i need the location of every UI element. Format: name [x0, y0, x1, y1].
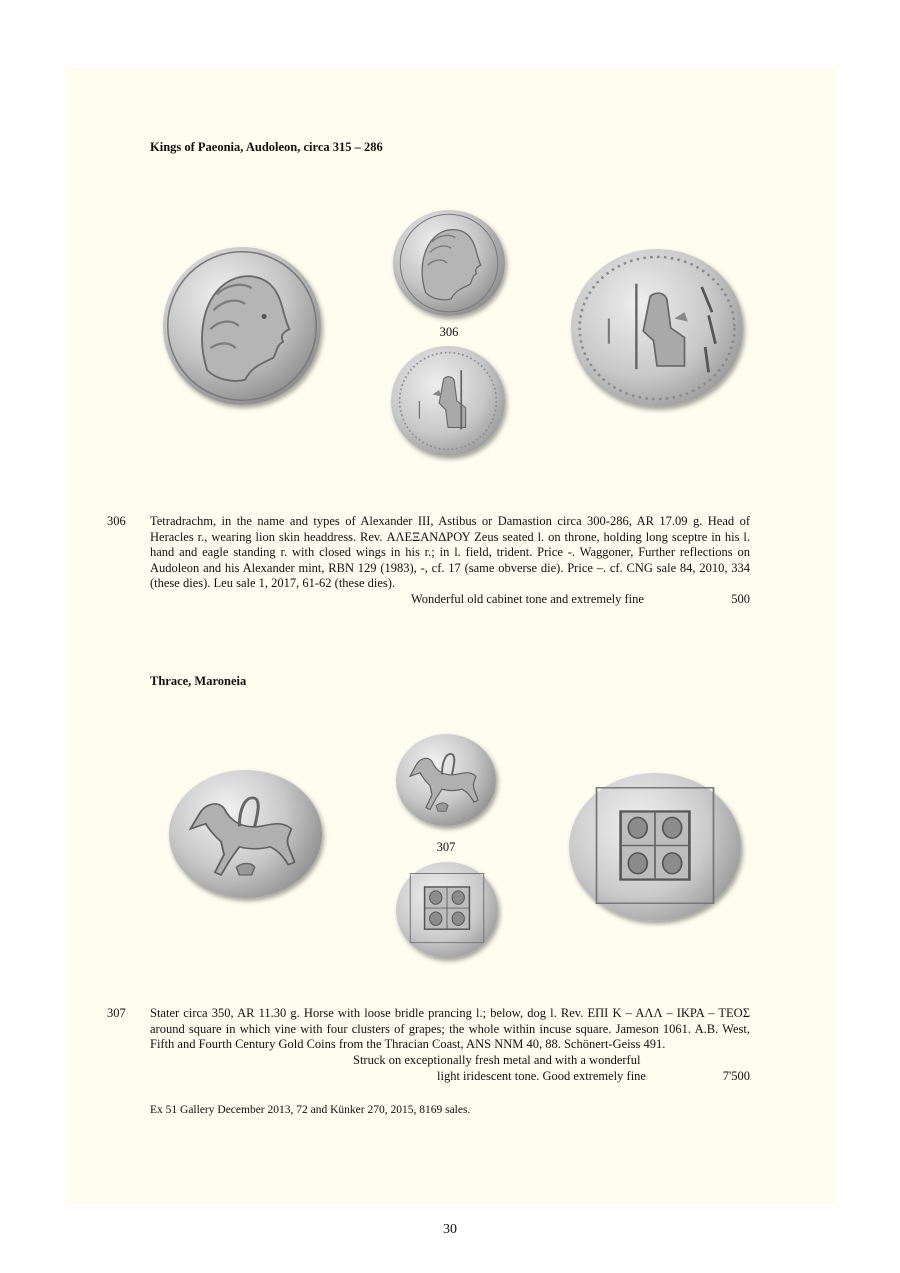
coin-307-reverse-large	[569, 773, 741, 921]
coin-307-number: 307	[436, 840, 456, 854]
lot-306-heading: Kings of Paeonia, Audoleon, circa 315 – 286	[150, 140, 383, 154]
prancing-horse-icon	[169, 770, 322, 898]
heracles-head-icon	[393, 210, 505, 316]
grape-clusters-square-icon	[396, 862, 498, 958]
lot-307-provenance: Ex 51 Gallery December 2013, 72 and Künker 270, 2015, 8169 sales.	[150, 1104, 471, 1116]
coin-307-reverse-small	[396, 862, 498, 958]
lot-307-number: 307	[107, 1006, 126, 1020]
lot-306-number: 306	[107, 514, 126, 528]
coin-307-obverse-large	[169, 770, 322, 898]
seated-zeus-icon	[571, 249, 743, 407]
prancing-horse-icon	[396, 734, 496, 826]
lot-307-description: Stater circa 350, AR 11.30 g. Horse with loose bridle prancing l.; below, dog l. Rev. ΕΠΙ Κ – ΑΛΛ – ΙΚΡΑ – ΤΕΟΣ around square in which vine with four clusters of grapes; the whole within incuse square. Jameson 1061. A.B. West, Fifth and Fourth Century Gold Coins from the Thracian Coast, ANS NNM 40, 88. Schönert-Geiss 491.	[150, 1006, 750, 1051]
lot-307-estimate: 7'500	[722, 1069, 750, 1083]
lot-306-description: Tetradrachm, in the name and types of Alexander III, Astibus or Damastion circa 300-286, AR 17.09 g. Head of Heracles r., wearing lion skin headdress. Rev. ΑΛΕΞΑΝΔΡΟΥ Zeus seated l. on throne, holding long sceptre in his l. hand and eagle standing r. with closed wings in his r.; in l. field, trident. Price -. Waggoner, Further reflections on Audoleon and his Alexander mint, RBN 129 (1983), -, cf. 17 (same obverse die). Price –. cf. CNG sale 84, 2010, 334 (these dies). Leu sale 1, 2017, 61-62 (these dies).	[150, 514, 750, 590]
lot-307-condition-line-1: Struck on exceptionally fresh metal and with a wonderful	[353, 1053, 641, 1067]
coin-306-number: 306	[439, 325, 459, 339]
grape-clusters-square-icon	[569, 773, 741, 921]
coin-307-obverse-small	[396, 734, 496, 826]
seated-zeus-icon	[391, 346, 505, 456]
page-number: 30	[443, 1222, 457, 1237]
coin-306-reverse-large	[571, 249, 743, 407]
heracles-head-icon	[163, 247, 321, 405]
coin-306-obverse-small	[393, 210, 505, 316]
lot-306-estimate: 500	[731, 592, 750, 606]
lot-306-condition: Wonderful old cabinet tone and extremely fine	[411, 592, 644, 606]
lot-307-heading: Thrace, Maroneia	[150, 674, 247, 688]
lot-307-condition-line-2: light iridescent tone. Good extremely fine	[437, 1069, 646, 1083]
coin-306-obverse-large	[163, 247, 321, 405]
coin-306-reverse-small	[391, 346, 505, 456]
